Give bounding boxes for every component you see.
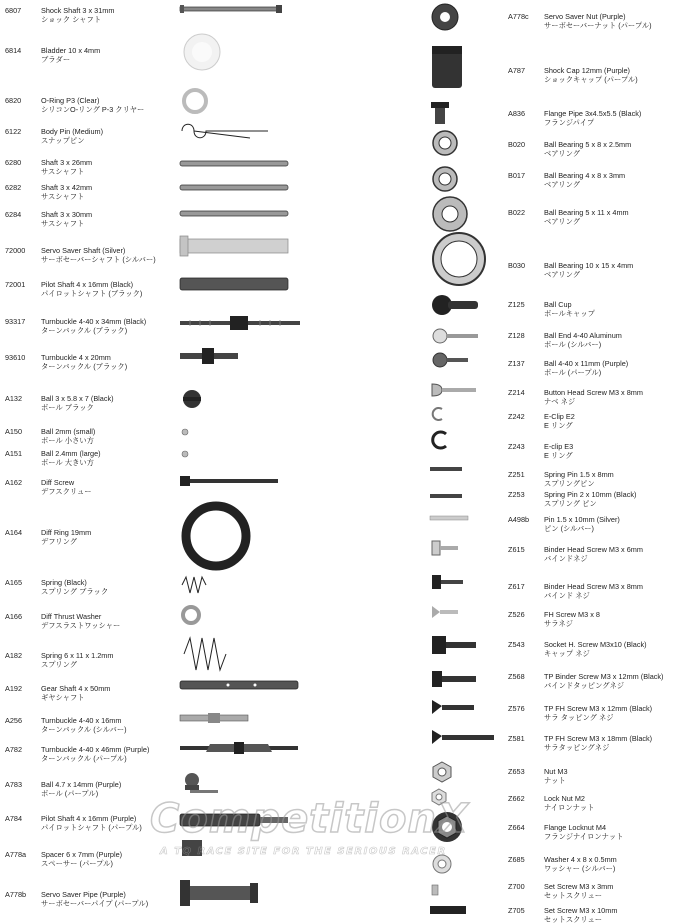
part-code: Z617 [508,582,525,591]
part-code: A256 [5,716,23,725]
part-code: Z125 [508,300,525,309]
part-code: A132 [5,394,23,403]
part-name-en: Shaft 3 x 26mm [41,158,93,167]
part-name-jp: ナット [544,776,566,785]
part-name-en: Flange Pipe 3x4.5x5.5 (Black) [544,109,642,118]
servo-saver-shaft-icon [180,236,290,256]
part-code: A182 [5,651,23,660]
part-name-en: Shock Shaft 3 x 31mm [41,6,115,15]
binder-screw-icon [430,538,460,558]
part-name-jp: サスシャフト [41,192,85,201]
pin-dark-icon [430,466,464,472]
turnbuckle-silver-icon [180,711,250,725]
part-name-jp: フランジパイプ [544,118,595,127]
part-name-en: Servo Saver Nut (Purple) [544,12,626,21]
part-code: A784 [5,814,23,823]
part-code: 72001 [5,280,26,289]
part-name-en: Servo Saver Shaft (Silver) [41,246,126,255]
part-code: A778c [508,12,529,21]
pilot-shaft-icon [180,276,290,292]
pin-dark-icon [430,493,464,499]
part-name-jp: ボール (パープル) [41,789,99,798]
part-code: Z576 [508,704,525,713]
ball-small-icon [180,449,190,459]
set-screw-icon [430,883,442,897]
shock-cap-icon [430,44,464,90]
turnbuckle-short-icon [180,346,240,366]
part-name-en: Ball Bearing 5 x 11 x 4mm [544,208,629,217]
part-name-en: Body Pin (Medium) [41,127,104,136]
part-name-jp: ボール 小さい方 [41,436,94,445]
part-code: 6814 [5,46,22,55]
part-code: Z700 [508,882,525,891]
part-code: Z251 [508,470,525,479]
part-name-jp: E リング [544,421,573,430]
socket-screw-icon [430,634,480,656]
part-name-en: Ball Bearing 4 x 8 x 3mm [544,171,626,180]
part-name-jp: E リング [544,451,573,460]
part-code: Z705 [508,906,525,915]
binder-screw-black-icon [430,572,466,592]
part-name-jp: ブラダー [41,55,71,64]
part-name-en: Ball Cup [544,300,572,309]
part-name-jp: ベアリング [544,270,581,279]
part-code: A192 [5,684,23,693]
part-name-jp: ベアリング [544,180,581,189]
part-code: 6820 [5,96,22,105]
part-name-jp: デフリング [41,537,78,546]
part-code: Z615 [508,545,525,554]
part-code: Z214 [508,388,525,397]
thrust-washer-icon [180,604,202,626]
part-name-jp: ナベ ネジ [544,397,576,406]
part-name-jp: ボール (シルバー) [544,340,602,349]
nut-icon [430,760,454,784]
part-name-en: Pin 1.5 x 10mm (Silver) [544,515,620,524]
competitionx-watermark [150,796,510,866]
part-name-jp: スプリング [41,660,78,669]
part-name-jp: ボール (パープル) [544,368,602,377]
part-name-jp: ボール ブラック [41,403,94,412]
part-name-en: Flange Locknut M4 [544,823,607,832]
diff-ring-icon [180,500,252,572]
part-code: A783 [5,780,23,789]
part-name-jp: ターンバックル (シルバー) [41,725,127,734]
part-name-jp: バインドネジ [544,554,588,563]
o-ring-icon [180,86,210,116]
part-name-en: Shaft 3 x 42mm [41,183,93,192]
ball-small-icon [180,427,190,437]
gear-shaft-icon [180,680,300,690]
servo-nut-icon [430,2,460,32]
part-code: Z664 [508,823,525,832]
part-name-jp: ピン (シルバー) [544,524,594,533]
part-name-jp: スプリングピン [544,479,595,488]
part-code: 93317 [5,317,26,326]
part-name-jp: ターンバックル (ブラック) [41,362,128,371]
part-name-en: Ball 3 x 5.8 x 7 (Black) [41,394,114,403]
part-code: A778b [5,890,27,899]
part-name-en: Ball End 4-40 Aluminum [544,331,622,340]
part-code: A165 [5,578,23,587]
part-code: 6284 [5,210,22,219]
part-name-en: Spring Pin 2 x 10mm (Black) [544,490,637,499]
part-name-jp: バインド ネジ [544,591,590,600]
part-code: Z242 [508,412,525,421]
part-name-en: TP FH Screw M3 x 12mm (Black) [544,704,653,713]
part-name-en: Set Screw M3 x 10mm [544,906,618,915]
spring-icon [180,634,230,674]
bearing-medium-icon [430,194,470,234]
part-name-jp: サラ タッピング ネジ [544,713,614,722]
set-screw-long-icon [430,903,470,917]
part-name-en: Washer 4 x 8 x 0.5mm [544,855,617,864]
part-name-jp: ベアリング [544,149,581,158]
part-name-en: Pilot Shaft 4 x 16mm (Black) [41,280,134,289]
shaft-icon [180,184,290,192]
part-code: Z243 [508,442,525,451]
bearing-small-icon [430,128,460,158]
part-name-jp: ベアリング [544,217,581,226]
part-code: Z568 [508,672,525,681]
part-name-jp: シリコンO-リング P-3 クリヤー [41,105,145,114]
part-code: A150 [5,427,23,436]
part-code: B022 [508,208,526,217]
part-name-en: Shock Cap 12mm (Purple) [544,66,630,75]
part-name-en: Spring (Black) [41,578,87,587]
part-code: A498b [508,515,530,524]
tp-fh-long-icon [430,728,500,748]
part-name-jp: ボール 大きい方 [41,458,94,467]
part-name-en: Ball 2.4mm (large) [41,449,101,458]
part-name-en: Lock Nut M2 [544,794,585,803]
part-name-en: Bladder 10 x 4mm [41,46,101,55]
part-name-en: E-Clip E2 [544,412,575,421]
ball-black-icon [180,388,204,410]
part-name-jp: ショック シャフト [41,15,102,24]
diff-screw-icon [180,474,280,488]
bearing-large-icon [430,230,488,288]
part-name-jp: ナイロンナット [544,803,595,812]
part-name-jp: サーボセーバーナット (パープル) [544,21,652,30]
part-name-en: Turnbuckle 4-40 x 46mm (Purple) [41,745,150,754]
part-name-jp: ターンバックル (パープル) [41,754,127,763]
part-name-jp: サラネジ [544,619,573,628]
part-name-jp: スペーサー (パープル) [41,859,113,868]
part-name-en: Binder Head Screw M3 x 6mm [544,545,643,554]
part-code: 93610 [5,353,26,362]
part-name-en: TP Binder Screw M3 x 12mm (Black) [544,672,664,681]
pin-silver-icon [430,515,470,521]
tp-binder-icon [430,668,480,690]
part-code: A164 [5,528,23,537]
part-code: 72000 [5,246,26,255]
part-code: A782 [5,745,23,754]
part-name-jp: パイロットシャフト (パープル) [41,823,142,832]
part-name-en: Shaft 3 x 30mm [41,210,93,219]
part-name-en: Set Screw M3 x 3mm [544,882,614,891]
part-code: A166 [5,612,23,621]
part-code: A778a [5,850,27,859]
part-name-jp: ショックキャップ (パープル) [544,75,638,84]
part-name-en: Turnbuckle 4-40 x 16mm [41,716,122,725]
part-name-en: Ball Bearing 5 x 8 x 2.5mm [544,140,632,149]
part-name-jp: サスシャフト [41,167,85,176]
part-code: Z685 [508,855,525,864]
watermark-subtitle: A TQ RACE SITE FOR THE SERIOUS RACER [160,846,447,857]
part-name-en: Ball 4.7 x 14mm (Purple) [41,780,122,789]
ball-stud-icon [180,772,220,798]
part-code: B020 [508,140,526,149]
part-code: Z137 [508,359,525,368]
tp-fh-icon [430,698,480,718]
e-clip-small-icon [430,406,446,422]
part-name-en: Diff Thrust Washer [41,612,102,621]
part-code: 6807 [5,6,22,15]
shaft-icon [180,160,290,168]
body-pin-icon [180,120,270,142]
part-name-jp: バインドタッピングネジ [544,681,625,690]
part-name-en: Pilot Shaft 4 x 16mm (Purple) [41,814,137,823]
watermark-title: CompetitionX [150,796,469,842]
part-name-en: Binder Head Screw M3 x 8mm [544,582,643,591]
part-code: 6282 [5,183,22,192]
part-name-en: Turnbuckle 4-40 x 34mm (Black) [41,317,147,326]
e-clip-icon [430,430,450,450]
part-name-jp: パイロットシャフト (ブラック) [41,289,143,298]
fh-screw-icon [430,604,460,620]
part-name-en: Spring Pin 1.5 x 8mm [544,470,614,479]
part-name-jp: スプリング ブラック [41,587,109,596]
ball-cup-icon [430,292,490,318]
bearing-small-icon [430,164,460,194]
part-name-en: Ball 4-40 x 11mm (Purple) [544,359,629,368]
part-name-jp: セットスクリュー [544,915,603,924]
part-code: B017 [508,171,526,180]
part-name-jp: スプリング ピン [544,499,597,508]
part-name-jp: サーボセーバーシャフト (シルバー) [41,255,156,264]
part-name-jp: ボールキャップ [544,309,595,318]
servo-pipe-icon [180,876,270,910]
part-name-jp: サラタッピングネジ [544,743,610,752]
bladder-icon [180,30,224,74]
button-screw-icon [430,380,480,400]
part-name-jp: ターンバックル (ブラック) [41,326,128,335]
part-name-jp: デフスラストワッシャー [41,621,121,630]
shock-shaft-icon [180,2,290,16]
turnbuckle-icon [180,313,300,333]
part-name-en: FH Screw M3 x 8 [544,610,600,619]
part-name-en: Diff Screw [41,478,75,487]
part-name-en: Button Head Screw M3 x 8mm [544,388,643,397]
part-name-en: Turnbuckle 4 x 20mm [41,353,111,362]
part-name-en: Ball 2mm (small) [41,427,96,436]
part-name-jp: サスシャフト [41,219,85,228]
part-code: B030 [508,261,526,270]
part-name-en: Ball Bearing 10 x 15 x 4mm [544,261,634,270]
part-name-en: Gear Shaft 4 x 50mm [41,684,111,693]
part-name-en: Servo Saver Pipe (Purple) [41,890,126,899]
part-code: Z526 [508,610,525,619]
part-name-en: Spacer 6 x 7mm (Purple) [41,850,123,859]
part-code: Z581 [508,734,525,743]
part-code: A151 [5,449,23,458]
ball-end-icon [430,326,480,346]
part-code: 6122 [5,127,22,136]
turnbuckle-long-icon [180,740,300,756]
part-name-en: Spring 6 x 11 x 1.2mm [41,651,114,660]
flange-pipe-icon [430,100,450,126]
part-name-en: Diff Ring 19mm [41,528,92,537]
part-name-en: Socket H. Screw M3x10 (Black) [544,640,647,649]
part-name-jp: ギヤシャフト [41,693,85,702]
part-name-en: TP FH Screw M3 x 18mm (Black) [544,734,653,743]
shaft-icon [180,210,290,218]
part-name-jp: キャップ ネジ [544,649,590,658]
part-code: Z662 [508,794,525,803]
part-name-jp: デフスクリュー [41,487,92,496]
part-code: A787 [508,66,526,75]
part-name-jp: サーボセーバーパイプ (パープル) [41,899,149,908]
part-name-en: Nut M3 [544,767,568,776]
part-code: Z253 [508,490,525,499]
part-name-en: E-clip E3 [544,442,574,451]
part-name-jp: スナップピン [41,136,85,145]
part-code: A162 [5,478,23,487]
part-name-jp: フランジナイロンナット [544,832,624,841]
part-code: A836 [508,109,526,118]
part-code: Z543 [508,640,525,649]
part-name-jp: セットスクリュー [544,891,603,900]
part-code: Z653 [508,767,525,776]
part-name-en: O-Ring P3 (Clear) [41,96,100,105]
spring-small-icon [180,574,210,596]
ball-end-dark-icon [430,350,470,370]
part-code: Z128 [508,331,525,340]
part-code: 6280 [5,158,22,167]
part-name-jp: ワッシャー (シルバー) [544,864,616,873]
